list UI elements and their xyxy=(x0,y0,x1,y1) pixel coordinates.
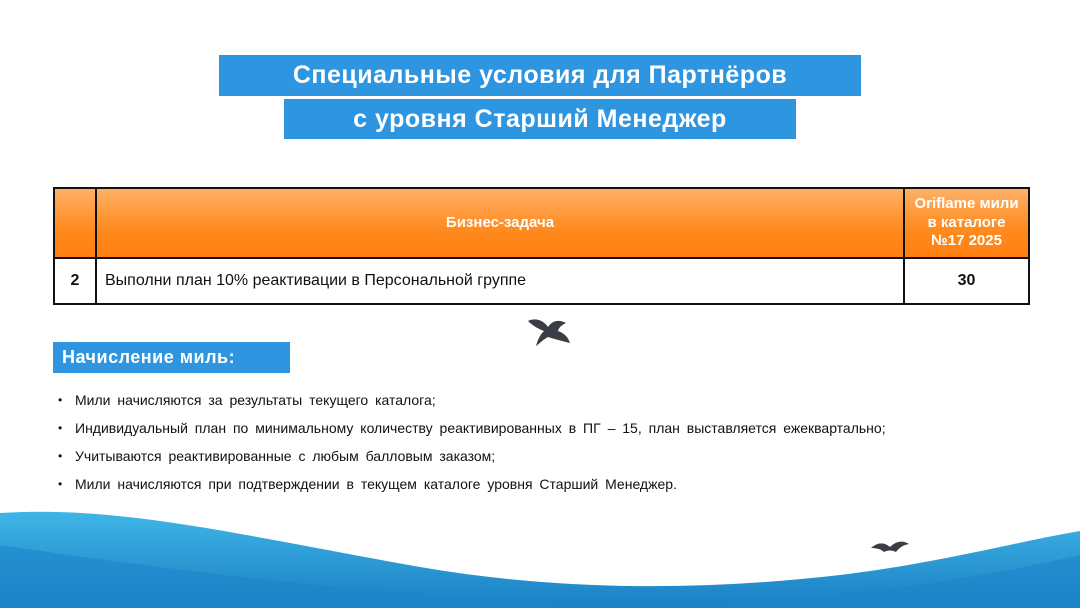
section-title: Начисление миль: xyxy=(53,342,290,373)
row-miles: 30 xyxy=(904,258,1029,304)
header-miles-line-2: в каталоге xyxy=(927,213,1006,231)
business-task-table xyxy=(53,187,1030,305)
list-item: • Индивидуальный план по минимальному количеству реактивированных в ПГ – 15, план выставляется ежеквартально; xyxy=(58,420,886,436)
table-row xyxy=(54,258,1029,304)
row-task: Выполни план 10% реактивации в Персональной группе xyxy=(96,258,904,304)
bullet-text: Индивидуальный план по минимальному количеству реактивированных в ПГ – 15, план выставляется ежеквартально; xyxy=(75,420,886,436)
row-num: 2 xyxy=(54,258,96,304)
header-miles-line-3: №17 2025 xyxy=(931,232,1002,250)
bird-icon xyxy=(870,538,910,554)
list-item: • Мили начисляются за результаты текущего каталога; xyxy=(58,392,436,408)
table-header-row xyxy=(54,188,1029,258)
title-line-1: Специальные условия для Партнёров xyxy=(219,55,861,96)
list-item: • Мили начисляются при подтверждении в текущем каталоге уровня Старший Менеджер. xyxy=(58,476,677,492)
title-line-2: с уровня Старший Менеджер xyxy=(284,99,796,139)
bullet-text: Учитываются реактивированные с любым балловым заказом; xyxy=(75,448,496,464)
wave-decoration xyxy=(0,505,1080,608)
list-item: • Учитываются реактивированные с любым балловым заказом; xyxy=(58,448,496,464)
bullet-text: Мили начисляются за результаты текущего каталога; xyxy=(75,392,436,408)
bullet-text: Мили начисляются при подтверждении в текущем каталоге уровня Старший Менеджер. xyxy=(75,476,677,492)
bullet-list xyxy=(58,386,886,498)
header-miles xyxy=(904,188,1029,258)
bird-icon xyxy=(526,313,572,347)
header-task: Бизнес-задача xyxy=(96,188,904,258)
header-miles-line-1: Oriflame мили xyxy=(914,194,1019,212)
header-num xyxy=(54,188,96,258)
